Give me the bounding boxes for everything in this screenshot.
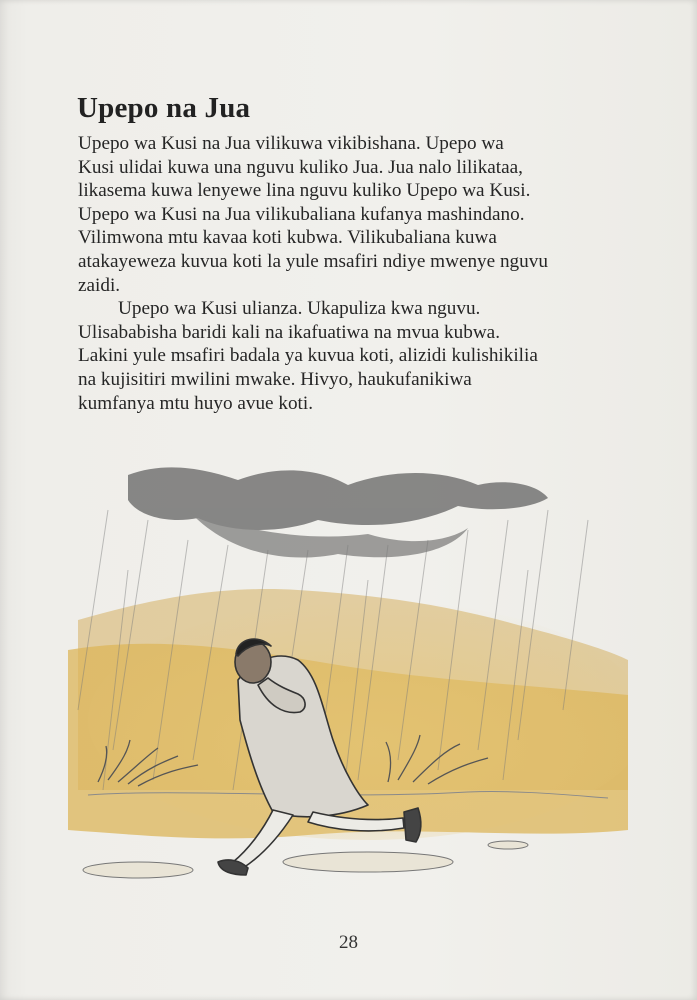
text-line: Vilimwona mtu kavaa koti kubwa. Vilikubaliana kuwa: [78, 227, 497, 249]
text-line: likasema kuwa lenyewe lina nguvu kuliko Upepo wa Kusi.: [78, 180, 531, 202]
page-title: Upepo na Jua: [77, 92, 251, 124]
paragraph-2: [78, 297, 618, 415]
text-line: Upepo wa Kusi na Jua vilikuwa vikibishana. Upepo wa: [78, 133, 504, 154]
text-line: zaidi.: [78, 274, 121, 296]
story-text: [78, 132, 618, 415]
traveler-in-rain-illustration: [68, 450, 628, 930]
text-line: Kusi ulidai kuwa una nguvu kuliko Jua. Jua nalo lilikataa,: [78, 156, 523, 178]
puddle: [488, 841, 528, 849]
paragraph-1: [78, 132, 618, 297]
puddle: [283, 852, 453, 872]
puddle: [83, 862, 193, 878]
text-line: kumfanya mtu huyo avue koti.: [78, 392, 314, 414]
text-line: Upepo wa Kusi na Jua vilikubaliana kufanya mashindano.: [78, 203, 525, 225]
text-line: Lakini yule msafiri badala ya kuvua koti, alizidi kulishikilia: [78, 345, 538, 367]
text-line: na kujisitiri mwilini mwake. Hivyo, haukufanikiwa: [78, 368, 472, 390]
storm-cloud: [128, 467, 548, 557]
text-line: atakayeweza kuvua koti la yule msafiri ndiye mwenye nguvu: [78, 250, 548, 272]
text-line: Ulisababisha baridi kali na ikafuatiwa na mvua kubwa.: [78, 321, 500, 343]
text-line: Upepo wa Kusi ulianza. Ukapuliza kwa nguvu.: [118, 298, 481, 320]
page-number: 28: [339, 932, 358, 953]
